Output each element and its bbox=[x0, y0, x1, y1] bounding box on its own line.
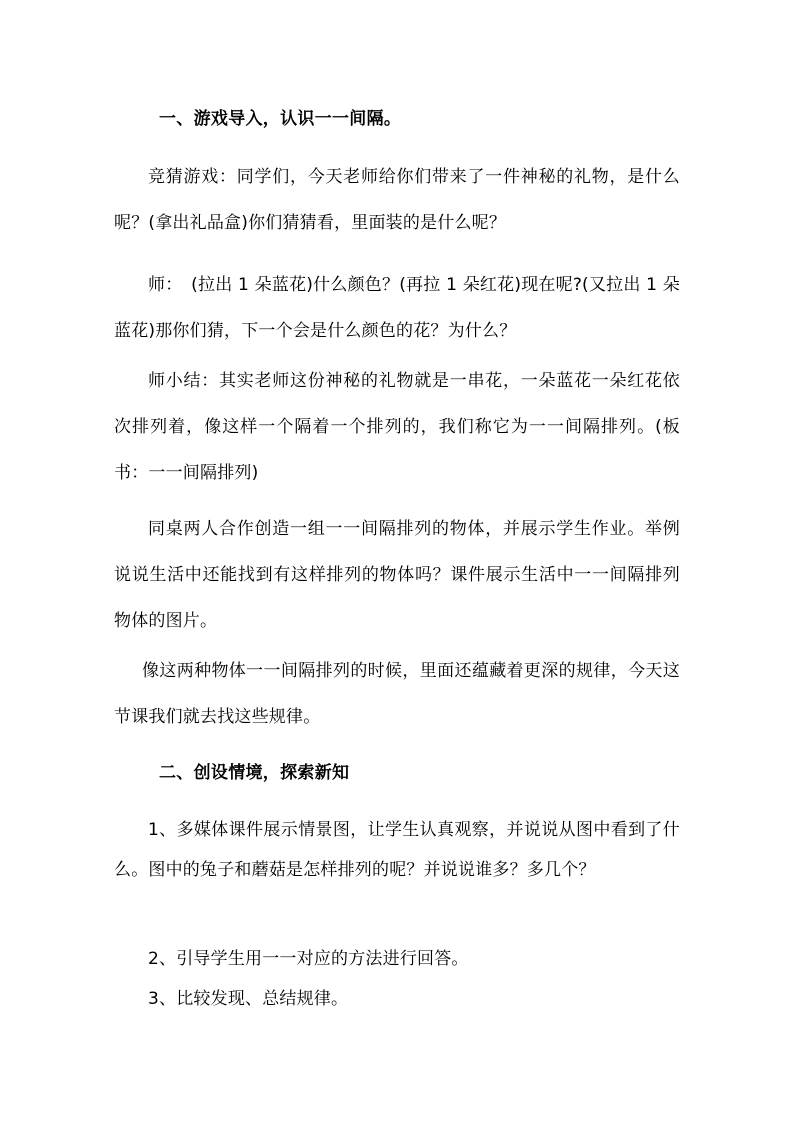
paragraph-teacher-flowers bbox=[114, 262, 680, 354]
section-2 bbox=[114, 750, 680, 796]
paragraph-step-3 bbox=[114, 976, 680, 1022]
paragraph-text: 像这两种物体一一间隔排列的时候，里面还蕴藏着更深的规律，今天这节课我们就去找这些规律。 bbox=[114, 661, 680, 727]
paragraph-step-1 bbox=[114, 810, 680, 890]
section-1-heading: 一、游戏导入，认识一一间隔。 bbox=[159, 109, 402, 129]
paragraph-teacher-summary bbox=[114, 358, 680, 496]
paragraph-pair-activity bbox=[114, 506, 680, 644]
paragraph-text: 师小结：其实老师这份神秘的礼物就是一串花，一朵蓝花一朵红花依次排列着，像这样一个隔着一个排列的，我们称它为一一间隔排列。(板书：一一间隔排列) bbox=[114, 371, 680, 483]
paragraph-text: 同桌两人合作创造一组一一间隔排列的物体，并展示学生作业。举例说说生活中还能找到有这样排列的物体吗？课件展示生活中一一间隔排列物体的图片。 bbox=[114, 519, 680, 631]
paragraph-text: 师： (拉出 1 朵蓝花)什么颜色？(再拉 1 朵红花)现在呢?(又拉出 1 朵蓝花)那你们猜，下一个会是什么颜色的花？为什么？ bbox=[114, 275, 680, 341]
paragraph-text: 2、引导学生用一一对应的方法进行回答。 bbox=[148, 949, 469, 969]
paragraph-text: 竞猜游戏：同学们，今天老师给你们带来了一件神秘的礼物，是什么呢？(拿出礼品盒)你们猜猜看，里面装的是什么呢？ bbox=[114, 167, 680, 233]
paragraph-transition bbox=[114, 648, 680, 740]
paragraph-text: 3、比较发现、总结规律。 bbox=[148, 989, 349, 1009]
section-1 bbox=[114, 96, 680, 142]
paragraph-text: 1、多媒体课件展示情景图，让学生认真观察，并说说从图中看到了什么。图中的兔子和蘑菇是怎样排列的呢？并说说谁多？多几个？ bbox=[114, 820, 680, 880]
paragraph-guessing-game bbox=[114, 154, 680, 246]
section-2-heading: 二、创设情境，探索新知 bbox=[159, 763, 350, 783]
